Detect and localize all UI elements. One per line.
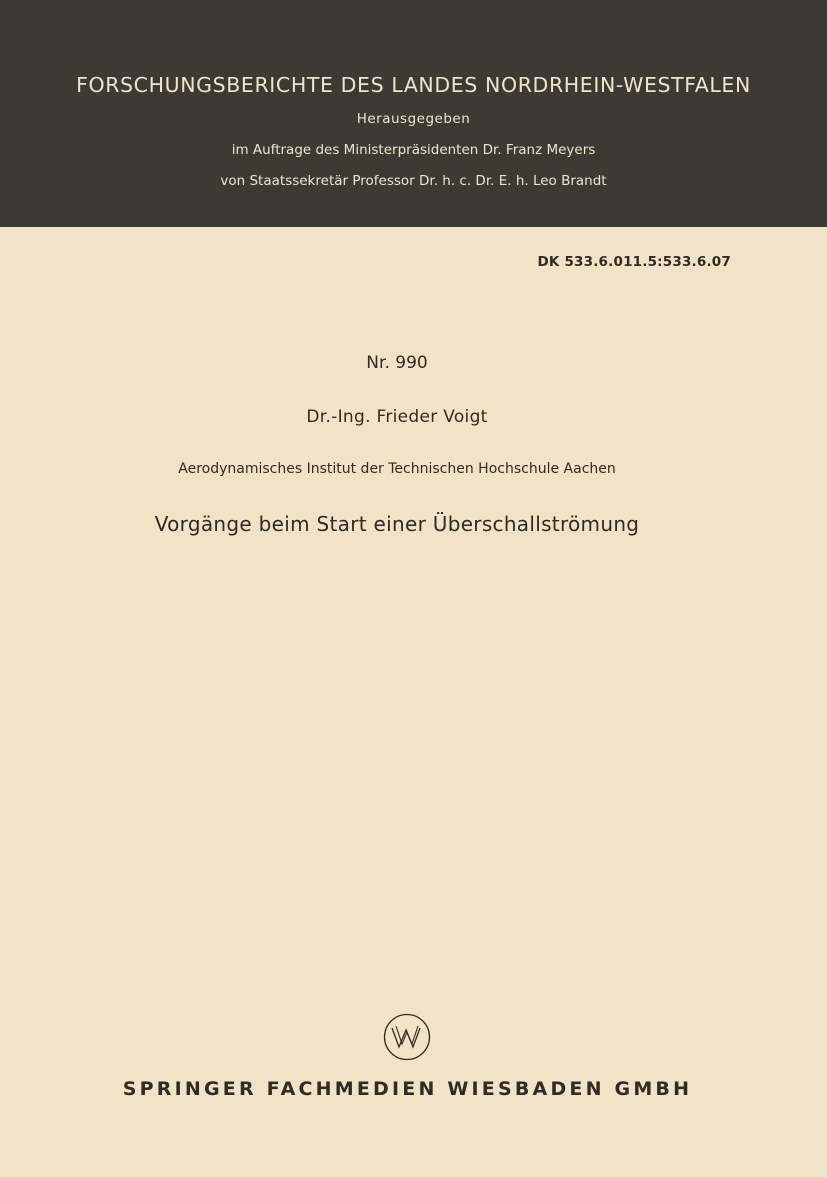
classification-number: DK 533.6.011.5:533.6.07 (537, 254, 731, 270)
report-number: Nr. 990 (366, 353, 428, 373)
publisher-logo-icon (383, 1013, 431, 1061)
author: Dr.-Ing. Frieder Voigt (306, 407, 488, 427)
publisher-name: SPRINGER FACHMEDIEN WIESBADEN GMBH (122, 1078, 693, 1100)
institute: Aerodynamisches Institut der Technischen Hochschule Aachen (178, 461, 616, 477)
editor-label: Herausgegeben (356, 111, 471, 127)
header-band (0, 0, 827, 227)
editor-line: von Staatssekretär Professor Dr. h. c. Dr. E. h. Leo Brandt (220, 173, 607, 189)
series-title: FORSCHUNGSBERICHTE DES LANDES NORDRHEIN-WESTFALEN (76, 73, 751, 97)
commission-line: im Auftrage des Ministerpräsidenten Dr. Franz Meyers (231, 142, 596, 158)
work-title: Vorgänge beim Start einer Überschallströmung (154, 512, 640, 536)
